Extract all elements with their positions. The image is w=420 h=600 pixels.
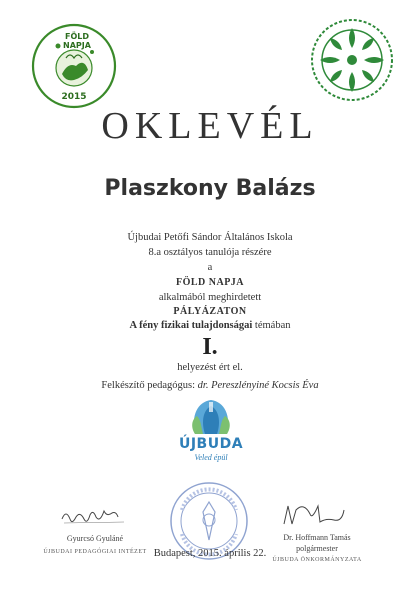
signature-left-name: Gyurcsó Gyuláné bbox=[66, 534, 124, 543]
topic: A fény fizikai tulajdonságai bbox=[129, 320, 253, 331]
signature-right-role: polgármester bbox=[296, 544, 338, 553]
handwritten-signature-right bbox=[262, 500, 372, 528]
place-and-date: Budapest, 2015. április 22. bbox=[153, 548, 267, 559]
event-suffix: alkalmából meghirdetett bbox=[158, 292, 262, 303]
placement-suffix: helyezést ért el. bbox=[177, 362, 243, 373]
teacher-line bbox=[0, 380, 420, 391]
earth-day-logo-year: 2015 bbox=[61, 92, 87, 102]
handwritten-signature-left bbox=[40, 505, 150, 527]
topic-line bbox=[0, 320, 420, 331]
school-name: Újbudai Petőfi Sándor Általános Iskola bbox=[127, 232, 293, 243]
teacher-label: Felkészítő pedagógus: bbox=[101, 380, 196, 391]
ujbuda-logo bbox=[175, 398, 247, 466]
competition-name: PÁLYÁZATON bbox=[173, 306, 247, 317]
signature-right-name: Dr. Hoffmann Tamás bbox=[283, 533, 351, 542]
diploma-title: OKLEVÉL bbox=[101, 105, 319, 147]
teacher-name: dr. Pereszlényiné Kocsis Éva bbox=[197, 380, 319, 391]
signature-left-org: ÚJBUDAI PEDAGÓGIAI INTÉZET bbox=[43, 549, 147, 555]
ujbuda-tower-icon bbox=[175, 398, 247, 438]
signature-right-org: ÚJBUDA ÖNKORMÁNYZATA bbox=[272, 557, 362, 563]
recipient-name: Plaszkony Balázs bbox=[104, 176, 316, 201]
earth-day-logo bbox=[30, 22, 118, 110]
green-ornament-icon bbox=[306, 14, 398, 106]
article-a: a bbox=[207, 262, 213, 273]
green-ornament-emblem bbox=[306, 14, 398, 106]
class-line: 8.a osztályos tanulója részére bbox=[148, 247, 272, 258]
ujbuda-brand-name: ÚJBUDA bbox=[178, 436, 244, 452]
event-name: FÖLD NAPJA bbox=[175, 277, 245, 288]
earth-day-logo-title: FÖLD NAPJA bbox=[63, 32, 91, 50]
topic-suffix: témában bbox=[254, 320, 291, 331]
placement: I. bbox=[202, 334, 218, 360]
ujbuda-slogan: Veled épül bbox=[194, 453, 228, 462]
